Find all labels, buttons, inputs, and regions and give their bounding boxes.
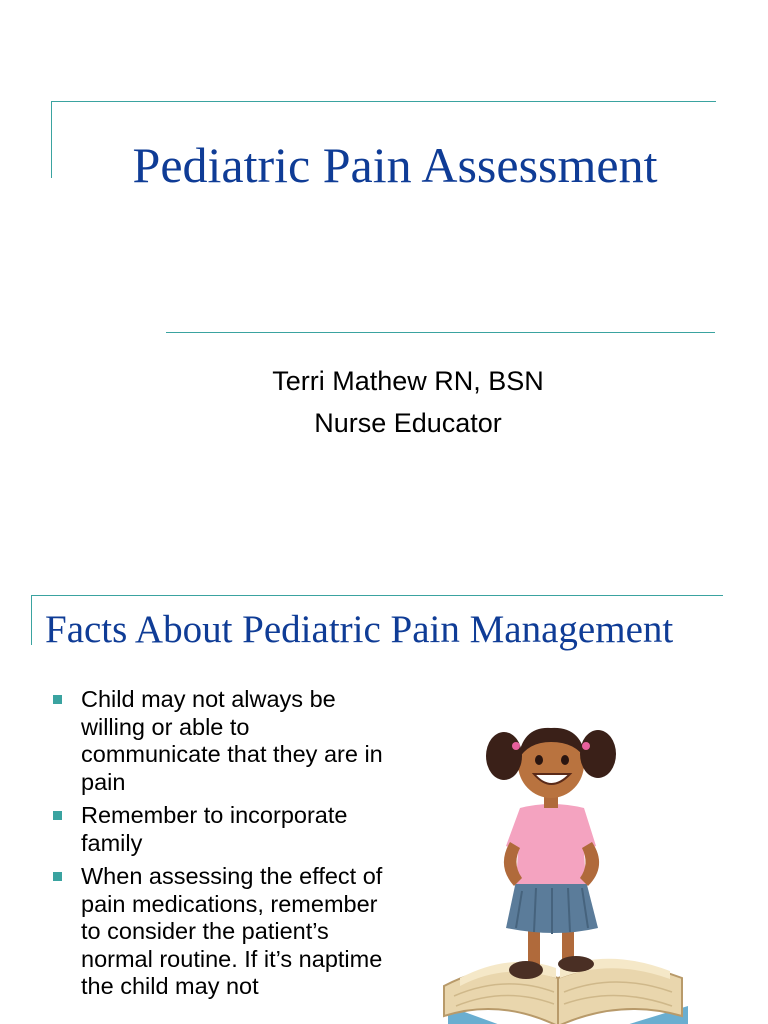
subtitle-rule [166,332,715,333]
bullet-item: Remember to incorporate family [50,802,390,857]
girl-standing-on-book-illustration [430,716,690,1024]
bullet-list [50,686,390,1007]
left-rule [31,595,32,645]
slide-title: Facts About Pediatric Pain Management [45,608,674,651]
bullet-square-icon [53,811,62,820]
top-rule [31,595,723,596]
bullet-item: Child may not always be willing or able to communicate that they are in pain [50,686,390,796]
left-rule [51,101,52,178]
bullet-item: When assessing the effect of pain medications, remember to consider the patient’s normal routine. If it’s naptime the child may not [50,863,390,1001]
slide-title: Pediatric Pain Assessment [132,137,658,193]
content-slide [0,576,768,1024]
presenter-role: Nurse Educator [314,408,502,438]
top-rule [51,101,716,102]
presenter-name: Terri Mathew RN, BSN [272,366,544,396]
bullet-square-icon [53,872,62,881]
bullet-square-icon [53,695,62,704]
